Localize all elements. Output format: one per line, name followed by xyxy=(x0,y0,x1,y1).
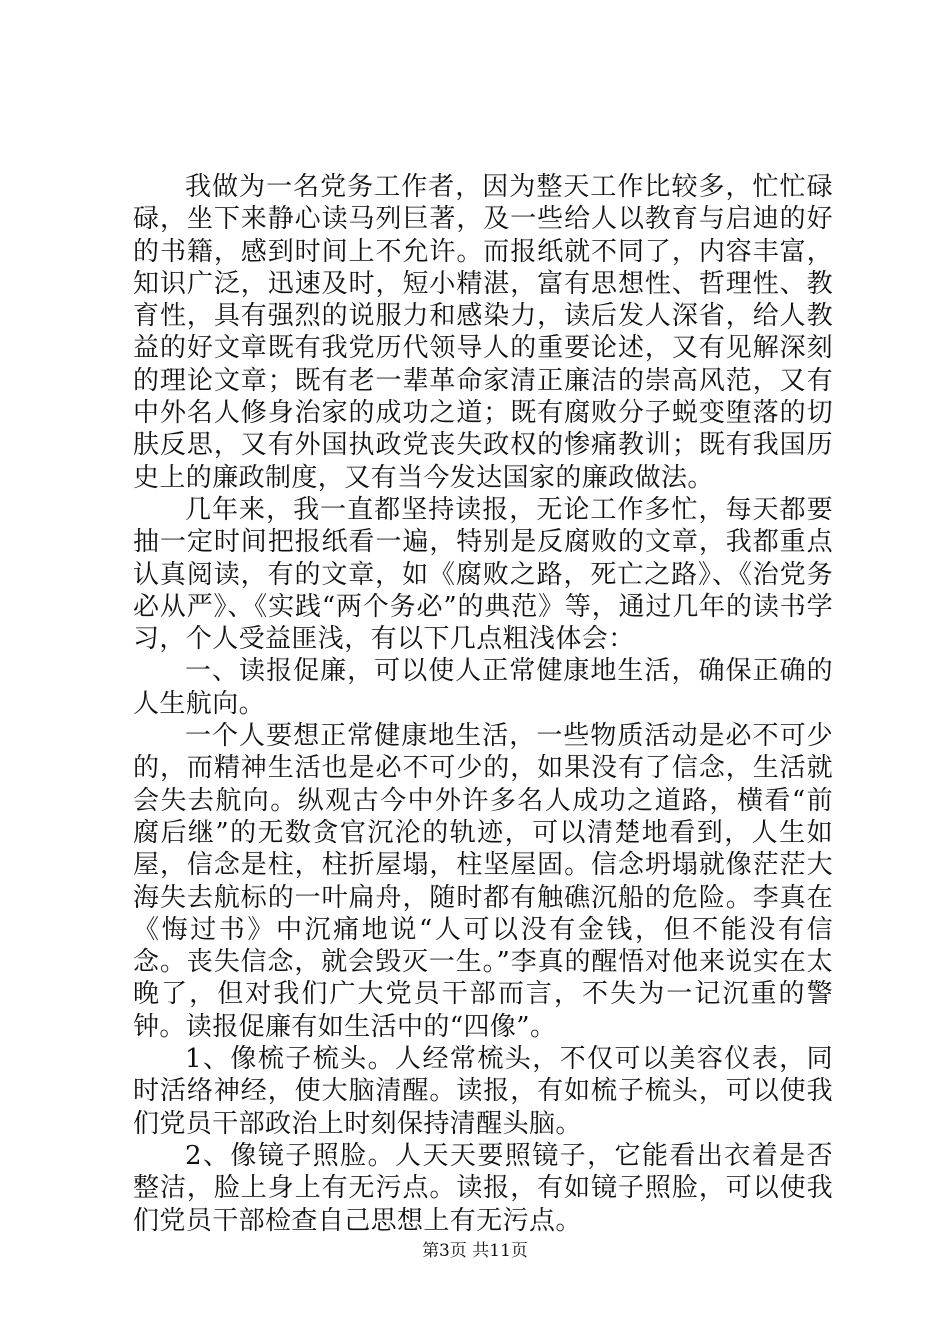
paragraph-point-2: 2、像镜子照脸。人天天要照镜子，它能看出衣着是否整洁，脸上身上有无污点。读报，有如镜子照脸，可以使我们党员干部检查自己思想上有无污点。 xyxy=(133,1140,833,1236)
page-number-footer: 第3页 共11页 xyxy=(422,1241,528,1261)
paragraph-belief: 一个人要想正常健康地生活，一些物质活动是必不可少的，而精神生活也是必不可少的，如果没有了信念，生活就会失去航向。纵观古今中外许多名人成功之道路，横看“前腐后继”的无数贪官沉沦的轨迹，可以清楚地看到，人生如屋，信念是柱，柱折屋塌，柱坚屋固。信念坍塌就像茫茫大海失去航标的一叶扁舟，随时都有触礁沉船的危险。李真在《悔过书》中沉痛地说“人可以没有金钱，但不能没有信念。丧失信念，就会毁灭一生。”李真的醒悟对他来说实在太晚了，但对我们广大党员干部而言，不失为一记沉重的警钟。读报促廉有如生活中的“四像”。 xyxy=(133,721,833,1042)
paragraph-point-1: 1、像梳子梳头。人经常梳头，不仅可以美容仪表，同时活络神经，使大脑清醒。读报，有如梳子梳头，可以使我们党员干部政治上时刻保持清醒头脑。 xyxy=(133,1044,833,1139)
body-text xyxy=(133,171,833,1237)
paragraph-reading-habit: 几年来，我一直都坚持读报，无论工作多忙，每天都要抽一定时间把报纸看一遍，特别是反腐败的文章，我都重点认真阅读，有的文章，如《腐败之路，死亡之路》、《治党务必从严》、《实践“两个务必”的典范》等，通过几年的读书学习，个人受益匪浅，有以下几点粗浅体会： xyxy=(133,494,833,655)
section-heading-1: 一、读报促廉，可以使人正常健康地生活，确保正确的人生航向。 xyxy=(133,656,833,719)
paragraph-intro: 我做为一名党务工作者，因为整天工作比较多，忙忙碌碌，坐下来静心读马列巨著，及一些给人以教育与启迪的好的书籍，感到时间上不允许。而报纸就不同了，内容丰富，知识广泛，迅速及时，短小精湛，富有思想性、哲理性、教育性，具有强烈的说服力和感染力，读后发人深省，给人教益的好文章既有我党历代领导人的重要论述，又有见解深刻的理论文章；既有老一辈革命家清正廉洁的崇高风范，又有中外名人修身治家的成功之道；既有腐败分子蜕变堕落的切肤反思，又有外国执政党丧失政权的惨痛教训；既有我国历史上的廉政制度，又有当今发达国家的廉政做法。 xyxy=(133,172,833,493)
